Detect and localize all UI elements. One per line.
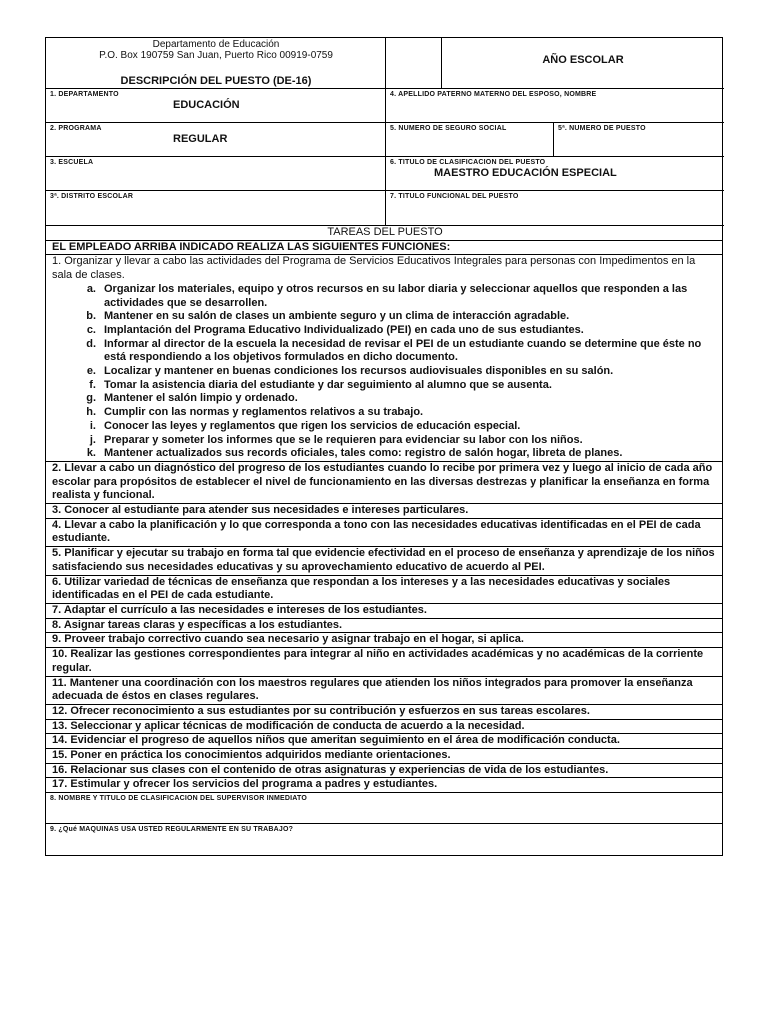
org-cell: [46, 38, 386, 89]
task-subitem-letter: h.: [86, 406, 96, 419]
school-label: 3. ESCUELA: [50, 159, 94, 166]
task-item: 10. Realizar las gestiones correspondientes para integrar al niño en actividades académicas y no académicas de la corriente regular.: [46, 648, 722, 676]
task-subitem-letter: d.: [86, 337, 96, 350]
task-item-1-text: 1. Organizar y llevar a cabo las actividades del Programa de Servicios Educativos Integrales para personas con Impedimentos en la sala de clases.: [52, 255, 696, 282]
task-subitem: [52, 365, 718, 379]
form-header: [46, 38, 722, 226]
name-field[interactable]: [386, 89, 724, 123]
task-subitem-text: Mantener actualizados sus records oficiales, tales como: registro de salón hogar, libreta de planes.: [104, 447, 623, 460]
department-value: EDUCACIÓN: [173, 99, 240, 111]
functional-title-label: 7. TITULO FUNCIONAL DEL PUESTO: [390, 193, 519, 200]
task-item: 14. Evidenciar el progreso de aquellos niños que ameritan seguimiento en el área de modificación conducta.: [46, 734, 722, 749]
tasks-intro: EL EMPLEADO ARRIBA INDICADO REALIZA LAS SIGUIENTES FUNCIONES:: [46, 241, 722, 256]
department-label: 1. DEPARTAMENTO: [50, 91, 119, 98]
task-item: 2. Llevar a cabo un diagnóstico del progreso de los estudiantes cuando lo recibe por primera vez y luego al inicio de cada año escolar para propósitos de establecer el nivel de funcionamiento en las diversas destrezas y planificar la enseñanza en forma realista y funcional.: [46, 462, 722, 504]
tasks-heading: TAREAS DEL PUESTO: [46, 226, 722, 241]
task-subitem-text: Implantación del Programa Educativo Individualizado (PEI) en cada uno de sus estudiantes.: [104, 323, 584, 336]
task-item: 5. Planificar y ejecutar su trabajo en forma tal que evidencie efectividad en el proceso de enseñanza y aprendizaje de los niños satisfaciendo sus necesidades educativas y su aprovechamiento educativo de acuerdo al PEI.: [46, 547, 722, 575]
task-item: 8. Asignar tareas claras y específicas a los estudiantes.: [46, 619, 722, 634]
task-item: 16. Relacionar sus clases con el contenido de otras asignaturas y experiencias de vida de los estudiantes.: [46, 764, 722, 779]
position-number-label: 5ª. NUMERO DE PUESTO: [558, 125, 646, 132]
task-subitem: [52, 283, 718, 310]
org-name: Departamento de Educación: [152, 39, 280, 50]
task-subitem-text: Tomar la asistencia diaria del estudiante y dar seguimiento al alumno que se ausenta.: [104, 378, 552, 391]
position-number-field[interactable]: [554, 123, 724, 157]
school-year-label: AÑO ESCOLAR: [542, 54, 624, 66]
task-subitem: [52, 338, 718, 365]
task-subitem-text: Conocer las leyes y reglamentos que rigen los servicios de educación especial.: [104, 419, 521, 432]
task-item: 13. Seleccionar y aplicar técnicas de modificación de conducta de acuerdo a la necesidad.: [46, 720, 722, 735]
task-subitem: [52, 406, 718, 420]
district-field[interactable]: [46, 191, 386, 226]
classification-title-value: MAESTRO EDUCACIÓN ESPECIAL: [434, 167, 617, 179]
task-item: 7. Adaptar el currículo a las necesidades e intereses de los estudiantes.: [46, 604, 722, 619]
school-field[interactable]: [46, 157, 386, 191]
ssn-label: 5. NUMERO DE SEGURO SOCIAL: [390, 125, 507, 132]
task-item: 12. Ofrecer reconocimiento a sus estudiantes por su contribución y esfuerzos en sus tareas escolares.: [46, 705, 722, 720]
classification-title-label: 6. TITULO DE CLASIFICACION DEL PUESTO: [390, 159, 546, 166]
org-address: P.O. Box 190759 San Juan, Puerto Rico 00919-0759: [99, 50, 333, 61]
task-item: 4. Llevar a cabo la planificación y lo que corresponda a tono con las necesidades educativas identificadas en el PEI de cada estudiante.: [46, 519, 722, 547]
school-year-cell: [442, 38, 724, 89]
form-title: DESCRIPCIÓN DEL PUESTO (DE-16): [120, 75, 312, 87]
task-subitem-text: Cumplir con las normas y reglamentos relativos a su trabajo.: [104, 406, 424, 419]
task-subitem-text: Informar al director de la escuela la necesidad de revisar el PEI de un estudiante cuando se determine que éste no está respondiendo a los objetivos formulados en dicho documento.: [104, 337, 702, 364]
supervisor-label: 8. NOMBRE Y TITULO DE CLASIFICACION DEL SUPERVISOR INMEDIATO: [50, 795, 308, 803]
task-subitem: [52, 420, 718, 434]
task-subitem: [52, 434, 718, 448]
task-item-1: [46, 255, 722, 462]
job-description-form: [45, 37, 723, 856]
task-subitem-letter: e.: [86, 365, 96, 378]
task-subitem: [52, 379, 718, 393]
task-subitem-text: Mantener en su salón de clases un ambiente seguro y un clima de interacción agradable.: [104, 310, 570, 323]
task-subitem: [52, 447, 718, 461]
machines-field[interactable]: [46, 824, 722, 855]
task-subitem-text: Preparar y someter los informes que se le requieren para evidenciar su labor con los niños.: [104, 433, 583, 446]
machines-label: 9. ¿Qué MAQUINAS USA USTED REGULARMENTE EN SU TRABAJO?: [50, 826, 294, 834]
district-label: 3ª. DISTRITO ESCOLAR: [50, 193, 134, 200]
task-item: 11. Mantener una coordinación con los maestros regulares que atienden los niños integrados para promover la enseñanza adecuada de éstos en clases regulares.: [46, 677, 722, 705]
program-label: 2. PROGRAMA: [50, 125, 102, 132]
department-field[interactable]: [46, 89, 386, 123]
functional-title-field[interactable]: [386, 191, 724, 226]
blank-top-cell: [386, 38, 442, 89]
ssn-field[interactable]: [386, 123, 554, 157]
task-item: 17. Estimular y ofrecer los servicios del programa a padres y estudiantes.: [46, 778, 722, 793]
task-subitem-letter: i.: [89, 419, 96, 432]
task-subitem-letter: c.: [86, 323, 96, 336]
task-subitem-letter: j.: [89, 433, 96, 446]
task-subitem-text: Mantener el salón limpio y ordenado.: [104, 392, 298, 405]
classification-title-field[interactable]: [386, 157, 724, 191]
task-subitem-letter: a.: [86, 282, 96, 295]
task-subitem: [52, 392, 718, 406]
task-subitem-text: Localizar y mantener en buenas condiciones los recursos audiovisuales disponibles en su salón.: [104, 365, 614, 378]
task-items: [46, 462, 722, 793]
task-item: 15. Poner en práctica los conocimientos adquiridos mediante orientaciones.: [46, 749, 722, 764]
name-label: 4. APELLIDO PATERNO MATERNO DEL ESPOSO, NOMBRE: [390, 91, 597, 98]
task-subitem-letter: f.: [89, 378, 96, 391]
task-subitem-text: Organizar los materiales, equipo y otros recursos en su labor diaria y seleccionar aquellos que responden a las actividades que se desarrollen.: [104, 282, 688, 309]
task-subitem: [52, 324, 718, 338]
task-subitem-letter: b.: [86, 310, 96, 323]
supervisor-field[interactable]: [46, 793, 722, 824]
task-subitems: [52, 283, 718, 461]
task-subitem: [52, 310, 718, 324]
program-value: REGULAR: [173, 133, 228, 145]
program-field[interactable]: [46, 123, 386, 157]
task-subitem-letter: k.: [86, 447, 96, 460]
task-item: 9. Proveer trabajo correctivo cuando sea necesario y asignar trabajo en el hogar, si aplica.: [46, 633, 722, 648]
task-subitem-letter: g.: [86, 392, 96, 405]
task-item: 6. Utilizar variedad de técnicas de enseñanza que respondan a los intereses y a las necesidades educativas y sociales identificadas en el PEI de cada estudiante.: [46, 576, 722, 604]
task-item: 3. Conocer al estudiante para atender sus necesidades e intereses particulares.: [46, 504, 722, 519]
